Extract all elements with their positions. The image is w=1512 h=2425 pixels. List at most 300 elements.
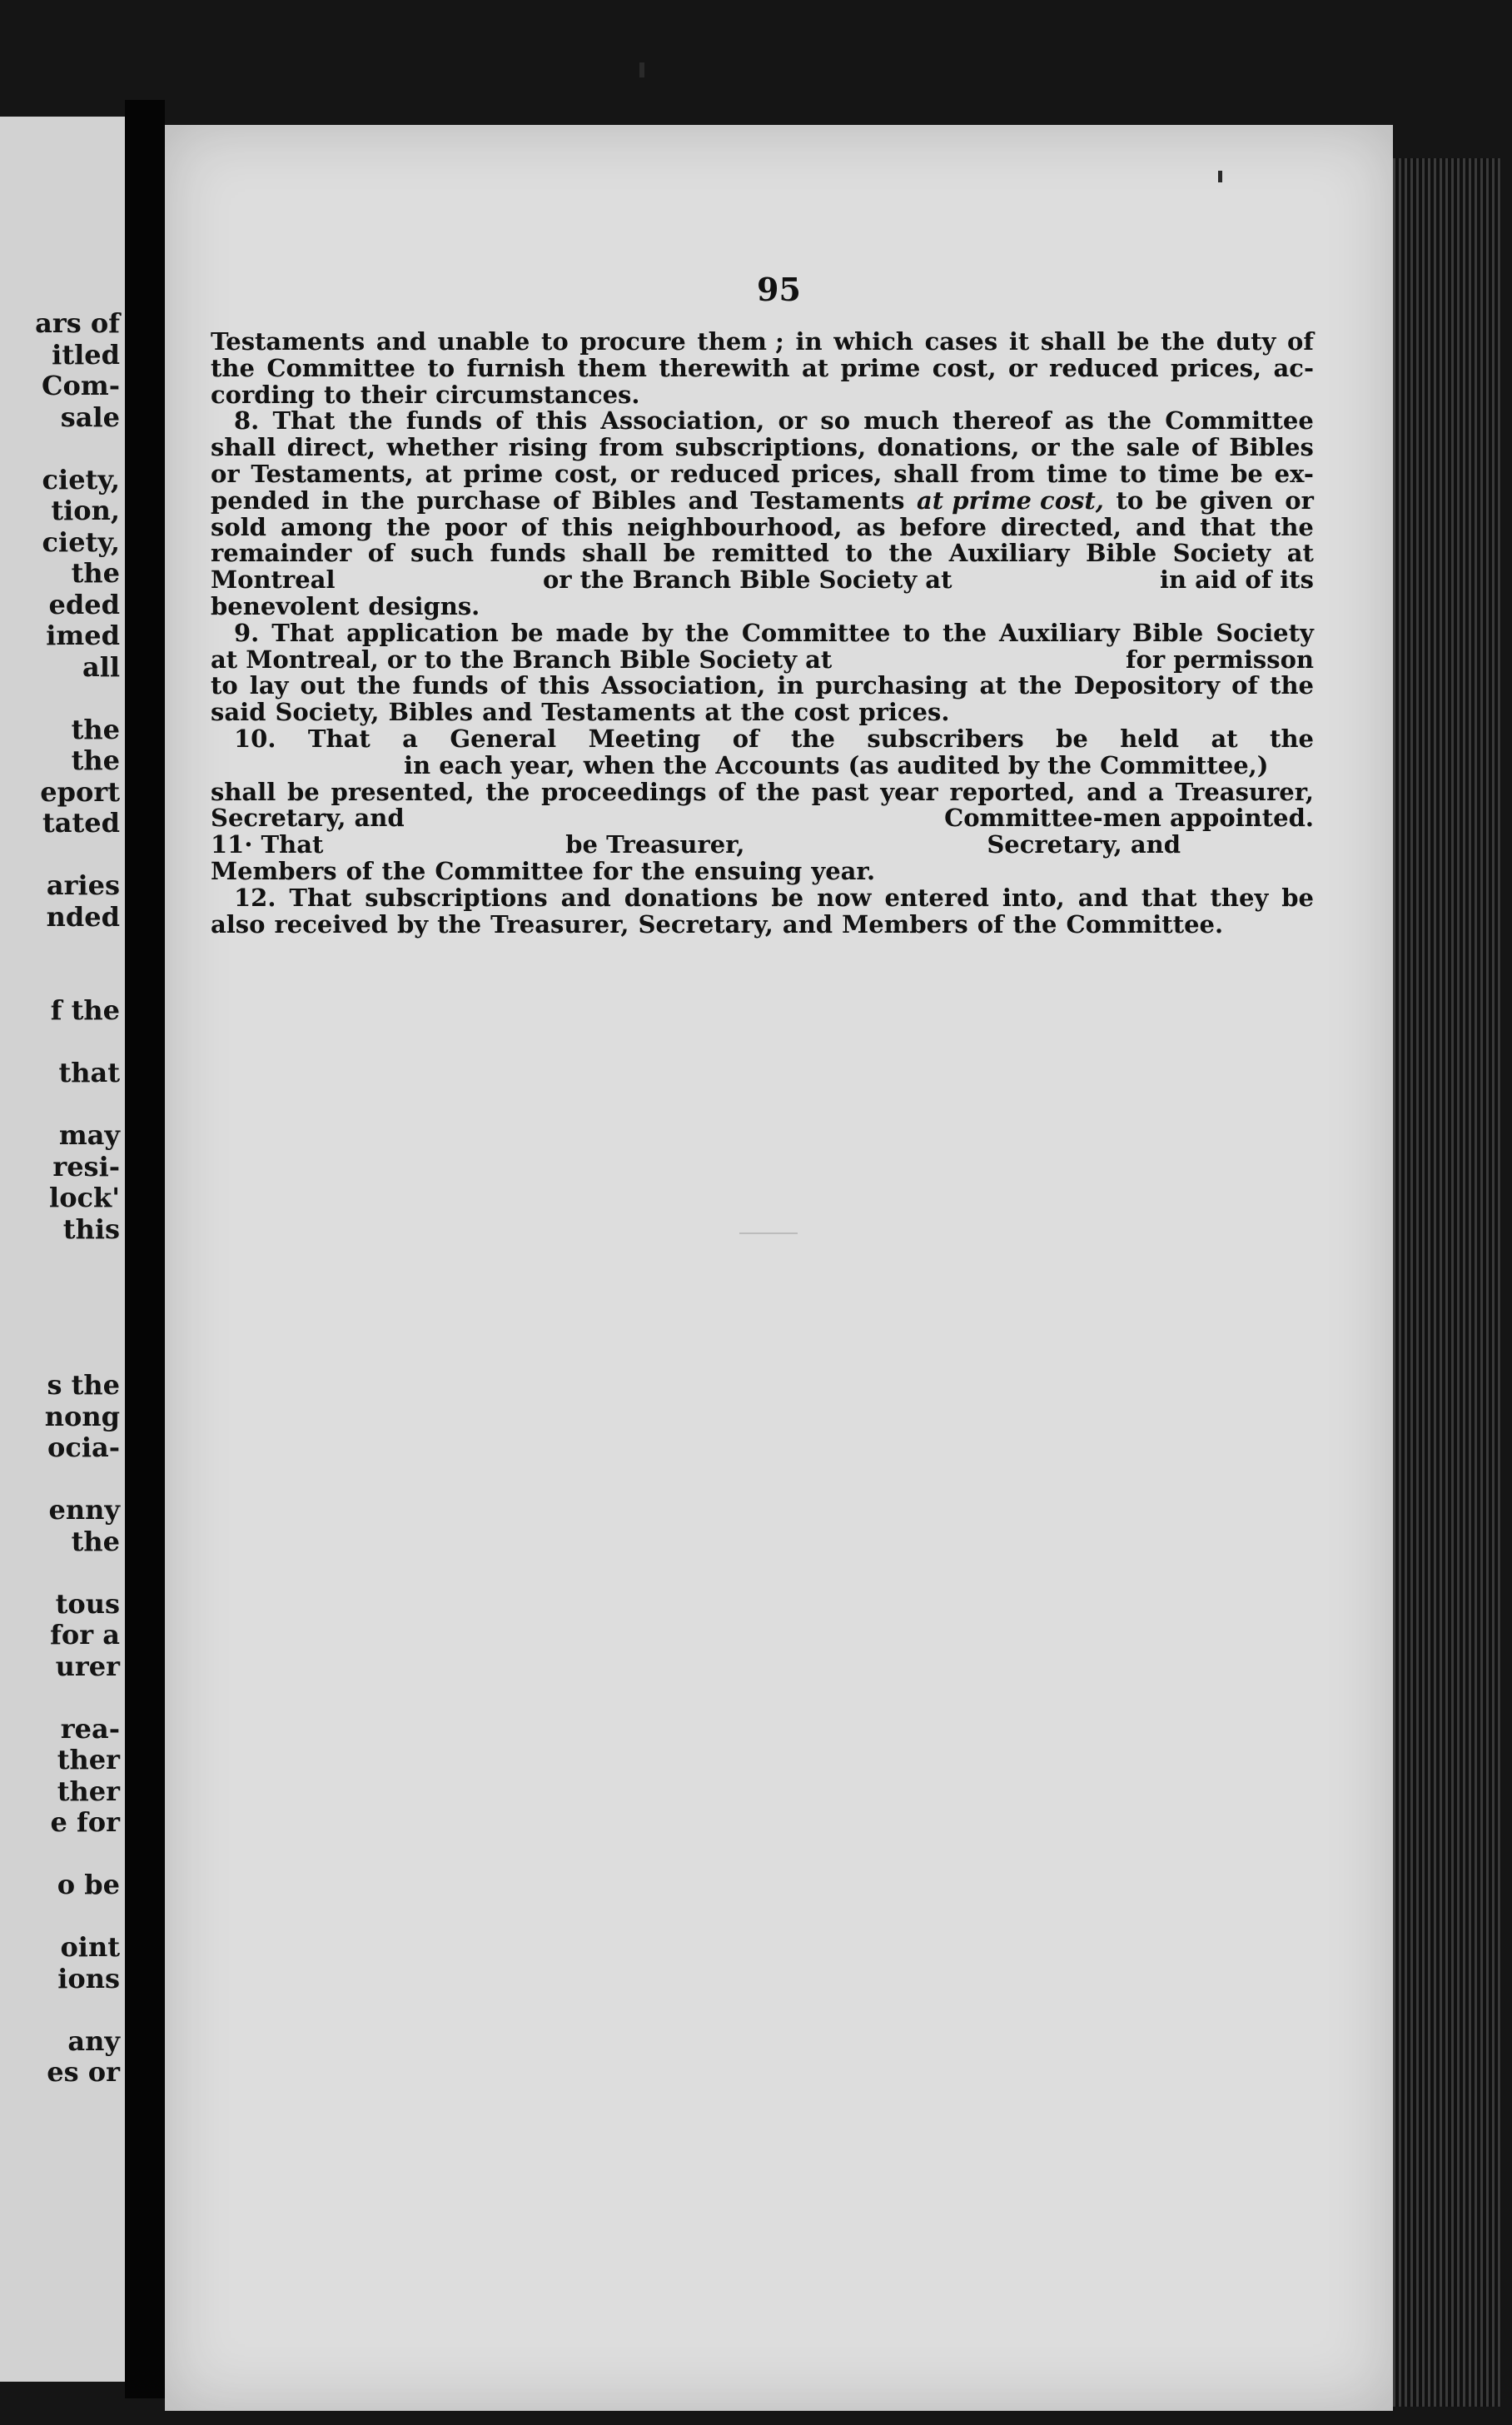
word: 10. bbox=[234, 724, 276, 753]
text-line bbox=[211, 909, 1314, 939]
word: remainder bbox=[211, 539, 352, 568]
word: that bbox=[1200, 512, 1256, 541]
word: by bbox=[641, 618, 673, 647]
facing-page-line: tated bbox=[42, 808, 120, 839]
facing-page-line: aries bbox=[46, 870, 120, 901]
word: it bbox=[1008, 327, 1030, 356]
word: as bbox=[1064, 406, 1094, 436]
word: of bbox=[500, 671, 527, 700]
word: the bbox=[1161, 327, 1206, 356]
word: to bbox=[903, 618, 931, 647]
word: General bbox=[450, 724, 557, 753]
word: said bbox=[211, 698, 266, 727]
word: Secretary, and bbox=[987, 830, 1181, 859]
word: be bbox=[1117, 327, 1150, 356]
text-line bbox=[211, 461, 1314, 488]
word: and bbox=[376, 327, 426, 356]
word: purchasing bbox=[815, 671, 968, 700]
word: much bbox=[863, 406, 939, 436]
text-line bbox=[211, 512, 1314, 541]
facing-page-line: may bbox=[58, 1120, 120, 1151]
word: also bbox=[211, 909, 266, 939]
word: lay bbox=[249, 671, 289, 700]
text-line bbox=[211, 750, 1314, 779]
word: a bbox=[1148, 777, 1164, 806]
word: or bbox=[1031, 433, 1060, 462]
book-gutter bbox=[125, 100, 165, 2398]
word: the bbox=[437, 909, 482, 939]
word: funds bbox=[405, 406, 483, 436]
text-line bbox=[211, 647, 1314, 674]
word: in aid of its bbox=[1159, 565, 1314, 595]
facing-page-line: the bbox=[71, 558, 120, 589]
facing-page-line: ther bbox=[57, 1745, 120, 1775]
word: of bbox=[718, 777, 745, 806]
word: them bbox=[577, 353, 647, 382]
word: the bbox=[381, 856, 426, 885]
word: the bbox=[211, 353, 255, 382]
word: this bbox=[538, 671, 590, 700]
word: or bbox=[1007, 353, 1037, 382]
word: Committee. bbox=[1066, 909, 1224, 939]
word: or the Branch Bible Society at bbox=[542, 565, 952, 595]
word: past bbox=[811, 777, 869, 806]
word: as bbox=[856, 512, 886, 541]
word: Testaments bbox=[750, 485, 905, 515]
word: the bbox=[684, 618, 729, 647]
word: Society bbox=[1172, 539, 1271, 568]
facing-page-line bbox=[0, 1901, 125, 1933]
text-line bbox=[211, 408, 1314, 435]
word: Association, bbox=[600, 406, 765, 436]
word: Treasurer, bbox=[1175, 777, 1314, 806]
word: whether bbox=[386, 433, 498, 462]
word: neighbourhood, bbox=[627, 512, 843, 541]
word: shall bbox=[893, 459, 959, 488]
word: entered bbox=[884, 883, 989, 912]
word: subscriptions bbox=[365, 883, 548, 912]
word: from bbox=[970, 459, 1036, 488]
facing-page-line bbox=[0, 1339, 125, 1371]
word: prices, bbox=[791, 459, 883, 488]
text-line bbox=[211, 540, 1314, 567]
facing-page-line: ciety, bbox=[42, 526, 120, 558]
word: 12. bbox=[234, 883, 276, 912]
word: of bbox=[495, 406, 523, 436]
text-line bbox=[211, 435, 1314, 461]
word: for permisson bbox=[1126, 645, 1314, 674]
facing-page-line: any bbox=[67, 2025, 120, 2057]
word: the bbox=[1012, 909, 1057, 939]
word: of bbox=[1287, 327, 1314, 356]
word: into, bbox=[1002, 883, 1065, 912]
word: Treasurer, bbox=[490, 909, 629, 939]
word: and bbox=[782, 909, 833, 939]
word: duty bbox=[1216, 327, 1276, 356]
word: and bbox=[482, 698, 533, 727]
word: of bbox=[732, 724, 759, 753]
facing-page-line bbox=[0, 683, 125, 715]
scan-speck bbox=[1218, 171, 1222, 182]
word: or bbox=[629, 459, 659, 488]
word: unable bbox=[437, 327, 530, 356]
facing-page-line: eded bbox=[48, 589, 120, 620]
word: cases bbox=[924, 327, 998, 356]
word: a bbox=[402, 724, 418, 753]
word: the bbox=[740, 698, 785, 727]
word: subscriptions, bbox=[674, 433, 867, 462]
word: prime bbox=[463, 459, 544, 488]
word: be bbox=[510, 618, 544, 647]
word: funds bbox=[412, 671, 489, 700]
word: the bbox=[1017, 671, 1062, 700]
word: Association, bbox=[601, 671, 766, 700]
text-line bbox=[211, 485, 1314, 515]
facing-page-line: o be bbox=[57, 1870, 120, 1900]
word: this bbox=[561, 512, 614, 541]
word: Bible bbox=[1085, 539, 1157, 568]
word: held bbox=[1120, 724, 1180, 753]
word: to bbox=[540, 327, 569, 356]
word: sold bbox=[211, 512, 266, 541]
word: That bbox=[289, 883, 352, 912]
facing-page-line: sale bbox=[60, 401, 120, 433]
facing-page-line: that bbox=[58, 1058, 120, 1088]
word: the bbox=[485, 777, 530, 806]
facing-page-line: es or bbox=[47, 2057, 120, 2088]
facing-page-line: this bbox=[62, 1213, 120, 1245]
word: rising bbox=[508, 433, 588, 462]
word: to bbox=[323, 380, 351, 409]
word: cording bbox=[211, 380, 315, 409]
word: the bbox=[361, 485, 405, 515]
word: Bibles bbox=[591, 485, 676, 515]
word: cost bbox=[793, 698, 850, 727]
word: the bbox=[1270, 724, 1314, 753]
word: Members bbox=[842, 909, 968, 939]
word: of bbox=[1191, 433, 1218, 462]
word: furnish bbox=[466, 353, 565, 382]
word: the bbox=[1270, 671, 1314, 700]
word: before bbox=[899, 512, 987, 541]
word: now bbox=[817, 883, 872, 912]
word: in bbox=[777, 671, 804, 700]
word: to bbox=[1119, 459, 1146, 488]
word: reduced bbox=[670, 459, 780, 488]
word: Committee bbox=[1165, 406, 1314, 436]
facing-page-line bbox=[0, 1307, 125, 1339]
word: be bbox=[1056, 724, 1088, 753]
word: prime bbox=[840, 353, 921, 382]
word: purchase bbox=[416, 485, 541, 515]
word: in each year, when the Accounts (as audited by the Committee,) bbox=[404, 750, 1269, 779]
word: shall bbox=[211, 433, 276, 462]
word: Testaments, bbox=[251, 459, 414, 488]
word: they bbox=[1210, 883, 1269, 912]
facing-page-line bbox=[0, 1089, 125, 1121]
facing-page-line: nong bbox=[44, 1401, 120, 1432]
facing-page-line bbox=[0, 1994, 125, 2026]
word: be Treasurer, bbox=[565, 830, 745, 859]
word: 8. bbox=[234, 406, 260, 436]
word: Society bbox=[1216, 618, 1314, 647]
word: for bbox=[592, 856, 633, 885]
body-text bbox=[211, 329, 1314, 938]
word: reduced bbox=[1049, 353, 1159, 382]
word: the bbox=[888, 539, 933, 568]
word: be bbox=[1231, 459, 1263, 488]
word: Secretary, and bbox=[211, 804, 405, 833]
text-line bbox=[211, 620, 1314, 647]
word: designs. bbox=[368, 591, 480, 620]
facing-page-line: urer bbox=[55, 1651, 120, 1682]
word: the bbox=[755, 777, 800, 806]
word: them ; bbox=[697, 327, 784, 356]
facing-page-line bbox=[0, 1464, 125, 1496]
word: Committee bbox=[435, 856, 584, 885]
word: to bbox=[427, 353, 455, 382]
word: the bbox=[356, 671, 401, 700]
word: made bbox=[555, 618, 629, 647]
word: be bbox=[771, 883, 804, 912]
word: Depository bbox=[1073, 671, 1221, 700]
facing-page-line: eport bbox=[40, 776, 120, 808]
word: be bbox=[287, 777, 320, 806]
facing-page-line bbox=[0, 839, 125, 871]
text-line bbox=[211, 329, 1314, 356]
word: ensuing bbox=[694, 856, 803, 885]
word: the bbox=[641, 856, 685, 885]
word: of bbox=[346, 856, 373, 885]
facing-page-line: the bbox=[71, 714, 120, 745]
facing-page-line: s the bbox=[47, 1370, 120, 1401]
word: of bbox=[977, 909, 1004, 939]
word: the bbox=[943, 618, 987, 647]
word: time bbox=[1157, 459, 1220, 488]
word: shall bbox=[1040, 327, 1107, 356]
facing-page-line bbox=[0, 1027, 125, 1058]
facing-page-line: ars of bbox=[35, 308, 120, 339]
word: proceedings bbox=[541, 777, 707, 806]
word: Testaments bbox=[541, 698, 696, 727]
facing-page-line bbox=[0, 1277, 125, 1308]
word: and bbox=[688, 485, 739, 515]
word: which bbox=[833, 327, 913, 356]
facing-page-line: oint bbox=[60, 1932, 120, 1963]
facing-page-line: the bbox=[71, 1526, 120, 1557]
scan-speck bbox=[639, 62, 644, 77]
facing-page-line: rea- bbox=[60, 1713, 120, 1745]
facing-page-line: resi- bbox=[52, 1151, 120, 1183]
text-line bbox=[211, 382, 1314, 409]
word: and bbox=[1135, 512, 1186, 541]
word: prices. bbox=[858, 698, 950, 727]
word: circumstances. bbox=[435, 380, 640, 409]
word: be bbox=[1281, 883, 1314, 912]
facing-page-line: nded bbox=[46, 901, 120, 933]
word: Committee bbox=[266, 353, 415, 382]
word: ex- bbox=[1274, 459, 1314, 488]
word: of bbox=[367, 539, 395, 568]
text-line bbox=[211, 805, 1314, 832]
show-through-rule bbox=[739, 1232, 798, 1234]
facing-page-line: ions bbox=[57, 1963, 120, 1994]
text-line bbox=[211, 591, 1314, 620]
word: Members bbox=[211, 856, 337, 885]
facing-page-line bbox=[0, 1245, 125, 1277]
word: Committee bbox=[741, 618, 891, 647]
word: be bbox=[1155, 485, 1188, 515]
word: given bbox=[1200, 485, 1273, 515]
word: Montreal bbox=[211, 565, 336, 595]
text-line bbox=[211, 779, 1314, 806]
word: cost, bbox=[932, 353, 997, 382]
text-line bbox=[211, 700, 1314, 726]
facing-page-line: the bbox=[71, 745, 120, 776]
word: such bbox=[410, 539, 475, 568]
facing-page-line: e for bbox=[50, 1807, 120, 1838]
text-line bbox=[211, 832, 1314, 859]
text-line bbox=[211, 673, 1314, 700]
facing-page-line: ocia- bbox=[47, 1432, 120, 1463]
word: the bbox=[1107, 406, 1152, 436]
word: donations bbox=[624, 883, 758, 912]
word: of bbox=[520, 512, 548, 541]
word: received bbox=[274, 909, 388, 939]
text-line bbox=[211, 856, 1314, 885]
facing-page-line: ciety, bbox=[42, 464, 120, 495]
facing-page-line bbox=[0, 1839, 125, 1870]
word: at bbox=[704, 698, 732, 727]
word: thereof bbox=[952, 406, 1052, 436]
word: at bbox=[801, 353, 829, 382]
word: direct, bbox=[286, 433, 376, 462]
word: subscribers bbox=[867, 724, 1024, 753]
word: time bbox=[1046, 459, 1108, 488]
word: in bbox=[795, 327, 823, 356]
word: remitted bbox=[711, 539, 829, 568]
word: this bbox=[535, 406, 588, 436]
word: at bbox=[1286, 539, 1314, 568]
word: shall bbox=[211, 777, 276, 806]
word: prices, bbox=[1170, 353, 1262, 382]
word: Secretary, bbox=[638, 909, 773, 939]
word: benevolent bbox=[211, 591, 360, 620]
show-through-text bbox=[227, 1183, 1310, 1267]
facing-page-line bbox=[0, 433, 125, 465]
facing-page-line bbox=[0, 933, 125, 964]
word: 11· That bbox=[211, 830, 324, 859]
word: poor bbox=[445, 512, 507, 541]
word: pended bbox=[211, 485, 310, 515]
word: at bbox=[425, 459, 452, 488]
word: sale bbox=[1126, 433, 1181, 462]
word: 9. bbox=[234, 618, 260, 647]
word: in bbox=[321, 485, 349, 515]
facing-page-line: for a bbox=[50, 1620, 120, 1651]
word: be bbox=[663, 539, 696, 568]
facing-page-line: f the bbox=[50, 995, 120, 1026]
word: among bbox=[281, 512, 373, 541]
word: presented, bbox=[331, 777, 475, 806]
word: of bbox=[1231, 671, 1258, 700]
word: the bbox=[1071, 433, 1116, 462]
word: their bbox=[360, 380, 426, 409]
facing-page-text-edge bbox=[0, 308, 125, 2089]
page-number: 95 bbox=[757, 271, 801, 308]
facing-page-line: ther bbox=[57, 1775, 120, 1807]
facing-page-line: tion, bbox=[51, 495, 120, 526]
word: Auxiliary bbox=[999, 618, 1120, 647]
word: year. bbox=[811, 856, 876, 885]
page-edges bbox=[1393, 158, 1501, 2407]
text-line bbox=[211, 567, 1314, 594]
facing-page-line: enny bbox=[48, 1495, 120, 1526]
word: cost, bbox=[554, 459, 619, 488]
word: to bbox=[211, 671, 238, 700]
word: the bbox=[348, 406, 393, 436]
word: or bbox=[1285, 485, 1314, 515]
text-line bbox=[211, 726, 1314, 753]
word: That bbox=[271, 618, 335, 647]
word: or bbox=[778, 406, 808, 436]
word: Testaments bbox=[211, 327, 366, 356]
word: of bbox=[553, 485, 579, 515]
facing-page-line: imed bbox=[46, 620, 120, 651]
word: Auxiliary bbox=[948, 539, 1070, 568]
facing-page-line: all bbox=[82, 651, 120, 683]
word: and bbox=[1087, 777, 1137, 806]
word: donations, bbox=[877, 433, 1020, 462]
word: at Montreal, or to the Branch Bible Society at bbox=[211, 645, 833, 674]
facing-page-line bbox=[0, 1682, 125, 1714]
word: to bbox=[1116, 485, 1144, 515]
word: to bbox=[845, 539, 873, 568]
word: and bbox=[1077, 883, 1128, 912]
facing-page-line bbox=[0, 964, 125, 996]
word: the bbox=[791, 724, 835, 753]
word: Bible bbox=[1132, 618, 1204, 647]
text-line bbox=[211, 353, 1314, 382]
word: out bbox=[300, 671, 346, 700]
facing-page-line: tous bbox=[55, 1588, 120, 1620]
word: the bbox=[1269, 512, 1314, 541]
word: ac- bbox=[1273, 353, 1314, 382]
word: procure bbox=[579, 327, 686, 356]
facing-page-line: Com- bbox=[42, 371, 120, 401]
word: Committee-men appointed. bbox=[944, 804, 1314, 833]
word: at bbox=[979, 671, 1007, 700]
book-page bbox=[165, 125, 1393, 2411]
word: Bibles bbox=[1229, 433, 1314, 462]
word: or bbox=[211, 459, 240, 488]
word: at prime cost, bbox=[916, 485, 1104, 515]
facing-page-line: lock' bbox=[49, 1183, 120, 1213]
word: application bbox=[346, 618, 499, 647]
word: at bbox=[1211, 724, 1238, 753]
word: funds bbox=[490, 539, 566, 568]
word: Society, bbox=[275, 698, 380, 727]
facing-page-line: itled bbox=[52, 339, 120, 371]
word: year bbox=[880, 777, 938, 806]
word: from bbox=[599, 433, 664, 462]
word: Meeting bbox=[588, 724, 701, 753]
word: so bbox=[820, 406, 851, 436]
word: That bbox=[272, 406, 336, 436]
word: the bbox=[386, 512, 431, 541]
word: directed, bbox=[1001, 512, 1122, 541]
word: shall bbox=[582, 539, 648, 568]
